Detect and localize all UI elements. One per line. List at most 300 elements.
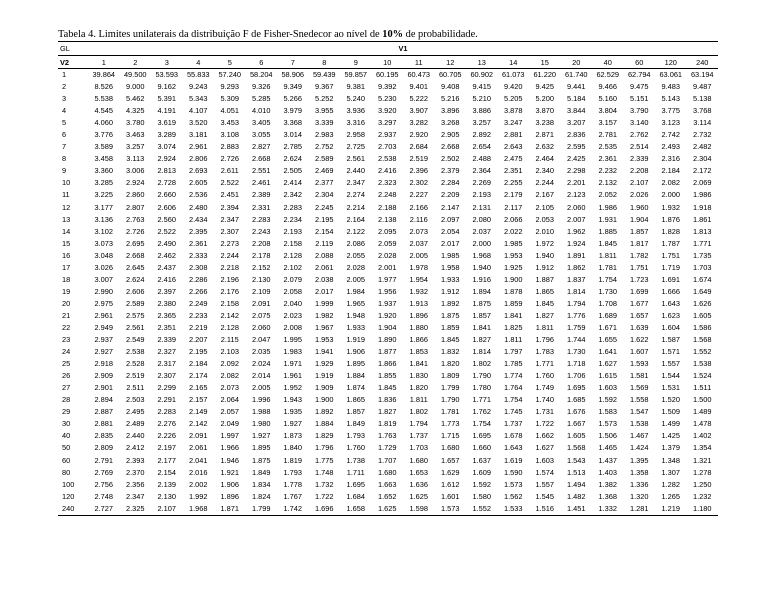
table-cell: 2.762 — [630, 130, 649, 140]
table-row — [58, 153, 718, 165]
table-cell: 1.972 — [535, 238, 554, 248]
table-cell: 9.000 — [126, 82, 145, 92]
table-cell: 1.636 — [409, 479, 428, 489]
table-cell: 1.735 — [693, 250, 712, 260]
table-cell: 2.495 — [126, 407, 145, 417]
row-header: 16 — [62, 250, 71, 260]
table-cell: 1.771 — [535, 359, 554, 369]
table-cell: 59.857 — [344, 70, 368, 80]
table-cell: 2.611 — [220, 166, 239, 176]
table-cell: 2.233 — [189, 310, 208, 320]
table-cell: 1.827 — [378, 407, 397, 417]
table-cell: 2.756 — [94, 479, 113, 489]
table-cell: 2.416 — [157, 274, 176, 284]
table-cell: 3.073 — [94, 238, 113, 248]
table-cell: 2.274 — [346, 190, 365, 200]
table-cell: 1.763 — [378, 431, 397, 441]
table-cell: 1.691 — [661, 274, 680, 284]
table-cell: 1.762 — [472, 407, 491, 417]
table-cell: 1.759 — [567, 323, 586, 332]
table-cell: 1.265 — [661, 491, 680, 501]
table-cell: 2.871 — [535, 130, 554, 140]
table-cell: 1.904 — [378, 323, 397, 332]
table-cell: 2.024 — [252, 359, 271, 369]
table-cell: 1.773 — [441, 419, 460, 429]
table-cell: 1.953 — [504, 250, 523, 260]
row-header: 11 — [62, 190, 70, 200]
table-cell: 1.781 — [441, 407, 460, 417]
table-cell: 1.896 — [220, 491, 239, 501]
column-header: 1 — [88, 56, 120, 69]
row-header: 29 — [62, 407, 71, 417]
table-cell: 4.107 — [189, 106, 208, 116]
column-header: 20 — [561, 56, 593, 69]
table-cell: 1.637 — [472, 455, 491, 465]
table-cell: 2.836 — [567, 130, 586, 140]
table-cell: 1.586 — [693, 323, 712, 332]
table-cell: 2.165 — [189, 383, 208, 393]
header-row-degrees — [58, 42, 718, 56]
table-cell: 1.232 — [693, 491, 712, 501]
table-row — [58, 442, 718, 454]
table-cell: 2.154 — [315, 226, 334, 236]
table-cell: 1.593 — [630, 359, 649, 369]
table-cell: 2.379 — [441, 166, 460, 176]
table-cell: 2.835 — [94, 431, 113, 441]
table-row — [58, 177, 718, 189]
table-cell: 1.662 — [535, 431, 554, 441]
row-header: 100 — [62, 479, 75, 489]
table-cell: 1.612 — [441, 479, 460, 489]
table-cell: 2.528 — [126, 359, 145, 369]
table-cell: 2.091 — [252, 298, 271, 308]
table-cell: 9.441 — [567, 82, 586, 92]
table-cell: 1.622 — [630, 335, 649, 345]
table-row — [58, 238, 718, 250]
table-cell: 2.017 — [315, 286, 334, 296]
table-cell: 3.844 — [567, 106, 586, 116]
table-cell: 5.230 — [378, 94, 397, 104]
table-cell: 3.339 — [315, 118, 334, 128]
table-cell: 1.711 — [346, 467, 365, 477]
table-cell: 2.342 — [283, 190, 302, 200]
table-cell: 1.499 — [661, 419, 680, 429]
table-cell: 2.007 — [567, 214, 586, 224]
table-cell: 2.299 — [157, 383, 176, 393]
table-cell: 2.693 — [189, 166, 208, 176]
table-cell: 1.718 — [567, 359, 586, 369]
table-cell: 1.836 — [378, 395, 397, 405]
table-cell: 1.754 — [598, 274, 617, 284]
table-cell: 2.377 — [315, 178, 334, 188]
table-cell: 2.138 — [378, 214, 397, 224]
table-cell: 1.960 — [630, 202, 649, 212]
table-cell: 2.393 — [126, 455, 145, 465]
table-cell: 2.193 — [283, 226, 302, 236]
table-cell: 57.240 — [218, 70, 242, 80]
table-cell: 9.392 — [378, 82, 397, 92]
table-cell: 2.725 — [346, 142, 365, 152]
table-cell: 2.482 — [693, 142, 712, 152]
table-cell: 1.953 — [315, 335, 334, 345]
table-cell: 2.937 — [378, 130, 397, 140]
table-cell: 1.796 — [535, 335, 554, 345]
table-cell: 1.781 — [598, 262, 617, 272]
table-cell: 1.790 — [441, 395, 460, 405]
table-cell: 2.395 — [189, 226, 208, 236]
table-cell: 2.005 — [252, 383, 271, 393]
table-cell: 2.440 — [346, 166, 365, 176]
table-cell: 1.738 — [346, 455, 365, 465]
table-cell: 2.703 — [378, 142, 397, 152]
table-cell: 9.293 — [220, 82, 239, 92]
table-row — [58, 141, 718, 153]
table-cell: 1.478 — [693, 419, 712, 429]
column-header: 4 — [183, 56, 215, 69]
table-cell: 1.737 — [504, 419, 523, 429]
table-cell: 1.754 — [504, 395, 523, 405]
table-cell: 2.727 — [88, 503, 120, 516]
table-cell: 3.207 — [567, 118, 586, 128]
table-cell: 1.920 — [378, 310, 397, 320]
table-cell: 2.286 — [189, 274, 208, 284]
table-cell: 2.131 — [472, 202, 491, 212]
table-cell: 2.323 — [378, 178, 397, 188]
row-header: 19 — [62, 286, 71, 296]
table-cell: 2.339 — [630, 154, 649, 164]
table-cell: 2.589 — [126, 298, 145, 308]
table-cell: 1.865 — [535, 286, 554, 296]
row-header: 50 — [62, 443, 71, 453]
table-cell: 2.123 — [567, 190, 586, 200]
table-cell: 2.361 — [189, 238, 208, 248]
table-cell: 1.832 — [441, 347, 460, 357]
table-cell: 2.785 — [283, 142, 302, 152]
table-cell: 2.184 — [189, 359, 208, 369]
table-cell: 1.643 — [661, 298, 680, 308]
table-cell: 1.940 — [535, 250, 554, 260]
caption-suffix: de probabilidade. — [403, 29, 478, 40]
table-cell: 9.243 — [189, 82, 208, 92]
column-header: 11 — [403, 56, 435, 69]
table-cell: 1.935 — [283, 407, 302, 417]
table-cell: 2.827 — [252, 142, 271, 152]
table-cell: 1.671 — [598, 323, 617, 332]
row-header: 23 — [62, 335, 71, 345]
row-header: 9 — [62, 166, 67, 176]
table-cell: 2.624 — [126, 274, 145, 284]
table-cell: 63.194 — [690, 70, 714, 80]
table-cell: 1.573 — [435, 503, 467, 516]
table-cell: 1.250 — [693, 479, 712, 489]
column-header: 15 — [529, 56, 561, 69]
table-cell: 2.214 — [346, 202, 365, 212]
column-header: 5 — [214, 56, 246, 69]
table-cell: 2.188 — [378, 202, 397, 212]
table-cell: 2.434 — [189, 214, 208, 224]
table-cell: 1.961 — [283, 371, 302, 381]
table-cell: 1.605 — [693, 310, 712, 320]
table-cell: 1.467 — [630, 431, 649, 441]
table-cell: 3.790 — [630, 106, 649, 116]
table-cell: 1.489 — [693, 407, 712, 417]
table-cell: 2.394 — [220, 202, 239, 212]
table-cell: 1.615 — [598, 371, 617, 381]
table-cell: 1.904 — [630, 214, 649, 224]
table-cell: 1.861 — [693, 214, 712, 224]
table-cell: 2.055 — [346, 250, 365, 260]
table-cell: 3.108 — [220, 130, 239, 140]
table-cell: 2.595 — [567, 142, 586, 152]
table-cell: 1.884 — [346, 371, 365, 381]
table-cell: 1.568 — [693, 335, 712, 345]
table-cell: 2.226 — [157, 431, 176, 441]
table-cell: 1.780 — [472, 383, 491, 393]
table-cell: 3.870 — [535, 106, 554, 116]
table-cell: 2.561 — [346, 154, 365, 164]
table-cell: 2.249 — [189, 298, 208, 308]
table-cell: 2.351 — [504, 166, 523, 176]
table-cell: 1.796 — [315, 443, 334, 453]
table-cell: 1.754 — [472, 419, 491, 429]
table-cell: 2.244 — [535, 178, 554, 188]
table-cell: 3.257 — [126, 142, 145, 152]
table-cell: 2.752 — [315, 142, 334, 152]
table-cell: 1.358 — [630, 467, 649, 477]
table-cell: 2.364 — [472, 166, 491, 176]
table-cell: 59.439 — [312, 70, 336, 80]
table-cell: 1.906 — [346, 347, 365, 357]
table-cell: 1.871 — [214, 503, 246, 516]
table-cell: 2.370 — [126, 467, 145, 477]
table-cell: 1.853 — [409, 347, 428, 357]
table-row — [58, 310, 718, 322]
table-cell: 1.992 — [189, 491, 208, 501]
table-cell: 9.483 — [661, 82, 680, 92]
table-cell: 1.320 — [630, 491, 649, 501]
column-header: 2 — [120, 56, 152, 69]
table-cell: 2.026 — [630, 190, 649, 200]
table-cell: 1.583 — [598, 407, 617, 417]
table-cell: 1.543 — [567, 455, 586, 465]
table-cell: 2.937 — [94, 335, 113, 345]
table-cell: 3.007 — [94, 274, 113, 284]
table-cell: 2.918 — [94, 359, 113, 369]
table-cell: 1.965 — [346, 298, 365, 308]
table-cell: 1.424 — [630, 443, 649, 453]
table-cell: 2.197 — [157, 443, 176, 453]
table-cell: 55.833 — [186, 70, 210, 80]
table-cell: 1.799 — [246, 503, 278, 516]
table-cell: 2.082 — [661, 178, 680, 188]
table-cell: 4.060 — [94, 118, 113, 128]
table-cell: 1.708 — [598, 298, 617, 308]
table-cell: 2.949 — [94, 323, 113, 332]
table-cell: 2.002 — [189, 479, 208, 489]
table-cell: 1.892 — [315, 407, 334, 417]
table-cell: 2.195 — [189, 347, 208, 357]
table-cell: 1.760 — [535, 371, 554, 381]
table-row — [58, 117, 718, 129]
table-cell: 2.331 — [252, 202, 271, 212]
table-cell: 1.511 — [693, 383, 712, 393]
table-cell: 1.865 — [346, 395, 365, 405]
table-cell: 60.195 — [375, 70, 399, 80]
table-cell: 5.216 — [441, 94, 460, 104]
table-cell: 2.132 — [598, 178, 617, 188]
table-cell: 2.266 — [189, 286, 208, 296]
table-cell: 1.402 — [693, 431, 712, 441]
table-cell: 1.968 — [183, 503, 215, 516]
table-cell: 2.158 — [220, 298, 239, 308]
table-cell: 49.500 — [123, 70, 147, 80]
table-cell: 1.925 — [504, 262, 523, 272]
table-row — [58, 455, 718, 467]
table-cell: 3.157 — [598, 118, 617, 128]
table-cell: 1.857 — [630, 226, 649, 236]
table-cell: 2.157 — [189, 395, 208, 405]
row-header: 12 — [62, 202, 71, 212]
table-cell: 1.278 — [693, 467, 712, 477]
table-cell: 1.811 — [535, 323, 554, 332]
table-cell: 2.668 — [441, 142, 460, 152]
table-cell: 1.703 — [693, 262, 712, 272]
table-row — [58, 418, 718, 430]
table-cell: 61.073 — [501, 70, 525, 80]
row-header: 4 — [62, 106, 67, 116]
table-cell: 2.624 — [283, 154, 302, 164]
table-cell: 1.778 — [283, 479, 302, 489]
table-cell: 1.985 — [441, 250, 460, 260]
table-cell: 2.451 — [220, 190, 239, 200]
table-cell: 2.196 — [220, 274, 239, 284]
table-cell: 1.845 — [378, 383, 397, 393]
table-cell: 1.859 — [441, 323, 460, 332]
table-cell: 1.562 — [504, 491, 523, 501]
table-cell: 3.285 — [94, 178, 113, 188]
table-cell: 3.920 — [378, 106, 397, 116]
row-header: 3 — [62, 94, 67, 104]
table-cell: 1.482 — [567, 491, 586, 501]
table-cell: 1.971 — [283, 359, 302, 369]
table-cell: 1.794 — [567, 298, 586, 308]
table-cell: 2.339 — [157, 335, 176, 345]
table-cell: 2.961 — [189, 142, 208, 152]
table-cell: 1.629 — [441, 467, 460, 477]
table-cell: 1.643 — [504, 443, 523, 453]
table-cell: 4.191 — [157, 106, 176, 116]
table-cell: 1.601 — [441, 491, 460, 501]
table-cell: 1.820 — [441, 359, 460, 369]
table-cell: 1.571 — [661, 347, 680, 357]
table-cell: 2.184 — [661, 166, 680, 176]
table-cell: 2.107 — [630, 178, 649, 188]
table-cell: 3.520 — [189, 118, 208, 128]
table-cell: 2.464 — [535, 154, 554, 164]
table-cell: 1.885 — [598, 226, 617, 236]
table-cell: 3.026 — [94, 262, 113, 272]
table-cell: 2.695 — [126, 238, 145, 248]
table-cell: 2.079 — [283, 274, 302, 284]
table-cell: 1.932 — [661, 202, 680, 212]
table-cell: 2.016 — [189, 467, 208, 477]
table-cell: 2.605 — [189, 178, 208, 188]
table-cell: 2.244 — [220, 250, 239, 260]
table-cell: 1.857 — [346, 407, 365, 417]
table-row — [58, 382, 718, 394]
table-cell: 1.603 — [598, 383, 617, 393]
table-row — [58, 189, 718, 201]
table-cell: 2.549 — [126, 335, 145, 345]
table-cell: 1.368 — [598, 491, 617, 501]
table-cell: 2.017 — [441, 238, 460, 248]
table-cell: 2.881 — [504, 130, 523, 140]
table-cell: 1.569 — [630, 383, 649, 393]
table-cell: 1.859 — [504, 298, 523, 308]
table-cell: 2.380 — [157, 298, 176, 308]
table-cell: 1.983 — [283, 347, 302, 357]
table-row — [58, 298, 718, 310]
table-cell: 1.626 — [693, 298, 712, 308]
table-cell: 2.064 — [220, 395, 239, 405]
table-cell: 1.841 — [409, 359, 428, 369]
table-cell: 2.248 — [378, 190, 397, 200]
table-cell: 1.680 — [409, 455, 428, 465]
table-cell: 1.764 — [504, 383, 523, 393]
table-cell: 1.538 — [693, 359, 712, 369]
table-cell: 2.092 — [220, 359, 239, 369]
table-cell: 2.086 — [346, 238, 365, 248]
table-cell: 1.830 — [409, 371, 428, 381]
row-header: 5 — [62, 118, 67, 128]
table-cell: 2.130 — [252, 274, 271, 284]
row-header: 13 — [62, 214, 71, 224]
table-cell: 2.142 — [189, 419, 208, 429]
table-cell: 1.437 — [598, 455, 617, 465]
table-cell: 1.986 — [598, 202, 617, 212]
table-cell: 1.829 — [315, 431, 334, 441]
table-cell: 2.975 — [94, 298, 113, 308]
table-cell: 1.544 — [661, 371, 680, 381]
table-row — [58, 286, 718, 298]
table-cell: 2.147 — [441, 202, 460, 212]
table-cell: 1.623 — [661, 310, 680, 320]
table-cell: 1.760 — [346, 443, 365, 453]
table-cell: 1.954 — [409, 274, 428, 284]
table-cell: 1.977 — [378, 274, 397, 284]
table-cell: 1.918 — [693, 202, 712, 212]
table-cell: 1.557 — [661, 359, 680, 369]
table-cell: 1.680 — [378, 467, 397, 477]
table-cell: 1.732 — [315, 479, 334, 489]
table-cell: 1.790 — [472, 371, 491, 381]
table-cell: 2.174 — [189, 371, 208, 381]
table-cell: 2.061 — [315, 262, 334, 272]
table-cell: 9.466 — [598, 82, 617, 92]
table-cell: 2.052 — [598, 190, 617, 200]
table-cell: 1.395 — [630, 455, 649, 465]
table-cell: 3.055 — [252, 130, 271, 140]
table-cell: 61.740 — [564, 70, 588, 80]
table-cell: 2.082 — [220, 371, 239, 381]
table-cell: 2.005 — [346, 274, 365, 284]
table-row — [58, 334, 718, 346]
table-cell: 9.381 — [346, 82, 365, 92]
table-cell: 1.929 — [315, 359, 334, 369]
table-cell: 1.652 — [378, 491, 397, 501]
table-cell: 2.883 — [220, 142, 239, 152]
table-cell: 1.849 — [346, 419, 365, 429]
